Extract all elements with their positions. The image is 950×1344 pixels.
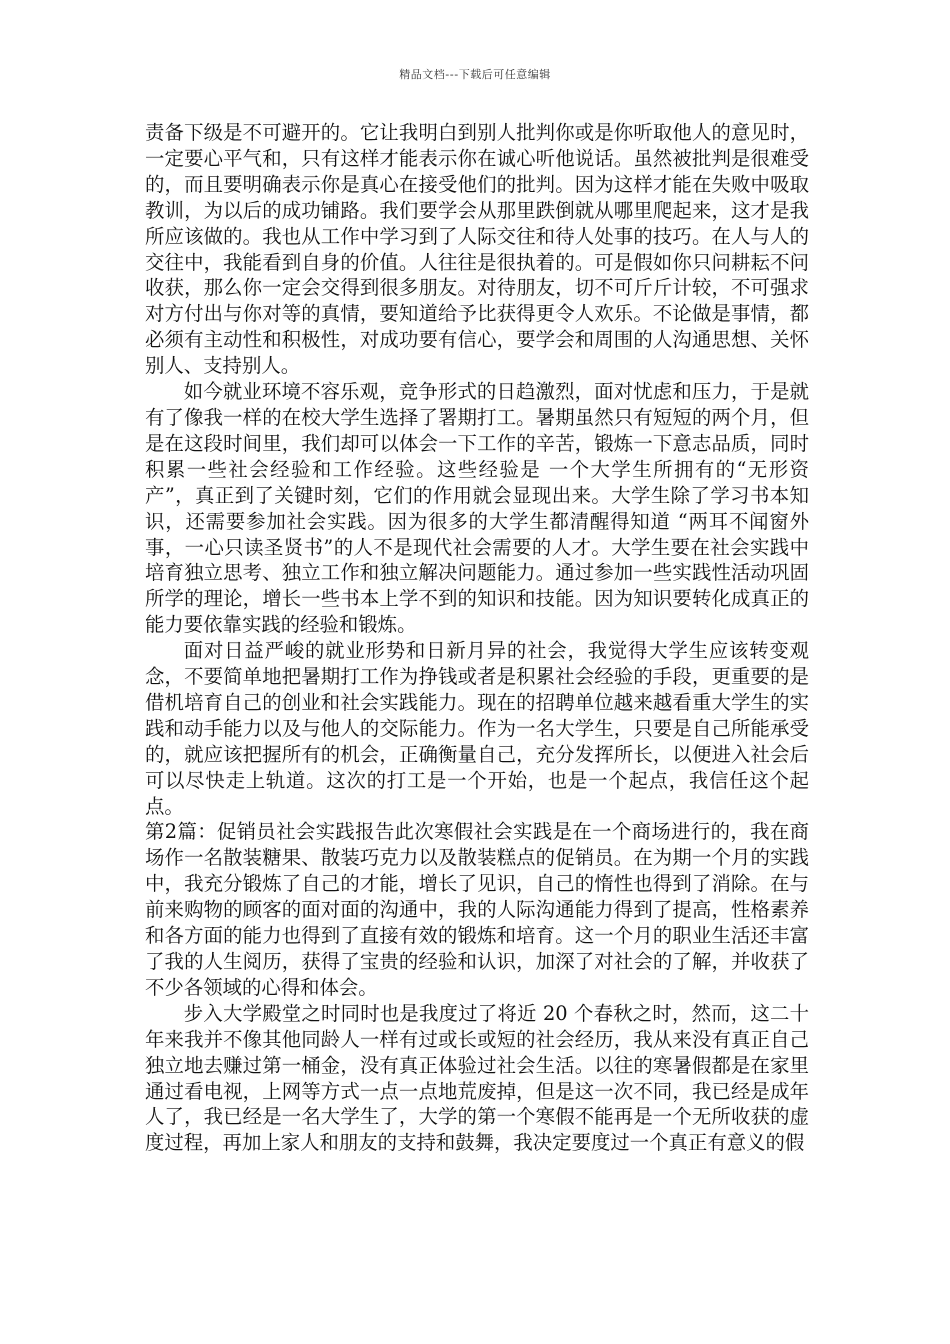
paragraph: 第2篇：促销员社会实践报告此次寒假社会实践是在一个商场进行的，我在商场作一名散装糖果、散装巧克力以及散装糕点的促销员。在为期一个月的实践中，我充分锻炼了自己的才能，增长了见识，自己的惰性也得到了消除。在与前来购物的顾客的面对面的沟通中，我的人际沟通能力得到了提高，性格素养和各方面的能力也得到了直接有效的锻炼和培育。这一个月的职业生活还丰富了我的人生阅历，获得了宝贵的经验和认识，加深了对社会的了解，并收获了不少各领域的心得和体会。: [145, 820, 809, 999]
page-header: 精品文档---下载后可任意编辑: [399, 68, 551, 81]
paragraph: 如今就业环境不容乐观，竞争形式的日趋激烈，面对忧虑和压力，于是就有了像我一样的在校大学生选择了署期打工。暑期虽然只有短短的两个月，但是在这段时间里，我们却可以体会一下工作的辛苦，锻炼一下意志品质，同时积累一些社会经验和工作经验。这些经验是 一个大学生所拥有的“无形资产”，真正到了关键时刻，它们的作用就会显现出来。大学生除了学习书本知识，还需要参加社会实践。因为很多的大学生都清醒得知道 “两耳不闻窗外事，一心只读圣贤书”的人不是现代社会需要的人才。大学生要在社会实践中培育独立思考、独立工作和独立解决问题能力。通过参加一些实践性活动巩固所学的理论，增长一些书本上学不到的知识和技能。因为知识要转化成真正的能力要依靠实践的经验和锻炼。: [145, 380, 809, 637]
paragraph: 面对日益严峻的就业形势和日新月异的社会，我觉得大学生应该转变观念，不要简单地把暑期打工作为挣钱或者是积累社会经验的手段，更重要的是借机培育自己的创业和社会实践能力。现在的招聘单位越来越看重大学生的实践和动手能力以及与他人的交际能力。作为一名大学生，只要是自己所能承受的，就应该把握所有的机会，正确衡量自己，充分发挥所长，以便进入社会后可以尽快走上轨道。这次的打工是一个开始，也是一个起点，我信任这个起点。: [145, 639, 809, 818]
document-body: [145, 120, 809, 1156]
paragraph: 责备下级是不可避开的。它让我明白到别人批判你或是你听取他人的意见时，一定要心平气和，只有这样才能表示你在诚心听他说话。虽然被批判是很难受的，而且要明确表示你是真心在接受他们的批判。因为这样才能在失败中吸取教训，为以后的成功铺路。我们要学会从那里跌倒就从哪里爬起来，这才是我所应该做的。我也从工作中学习到了人际交往和待人处事的技巧。在人与人的交往中，我能看到自身的价值。人往往是很执着的。可是假如你只问耕耘不问收获，那么你一定会交得到很多朋友。对待朋友，切不可斤斤计较，不可强求对方付出与你对等的真情，要知道给予比获得更令人欢乐。不论做是事情，都必须有主动性和积极性，对成功要有信心，要学会和周围的人沟通思想、关怀别人、支持别人。: [145, 121, 809, 378]
paragraph: 步入大学殿堂之时同时也是我度过了将近 20 个春秋之时，然而，这二十年来我并不像其他同龄人一样有过或长或短的社会经历，我从来没有真正自己独立地去赚过第一桶金，没有真正体验过社会生活。以往的寒暑假都是在家里通过看电视，上网等方式一点一点地荒废掉，但是这一次不同，我已经是成年人了，我已经是一名大学生了，大学的第一个寒假不能再是一个无所收获的虚度过程，再加上家人和朋友的支持和鼓舞，我决定要度过一个真正有意义的假: [145, 1001, 809, 1155]
